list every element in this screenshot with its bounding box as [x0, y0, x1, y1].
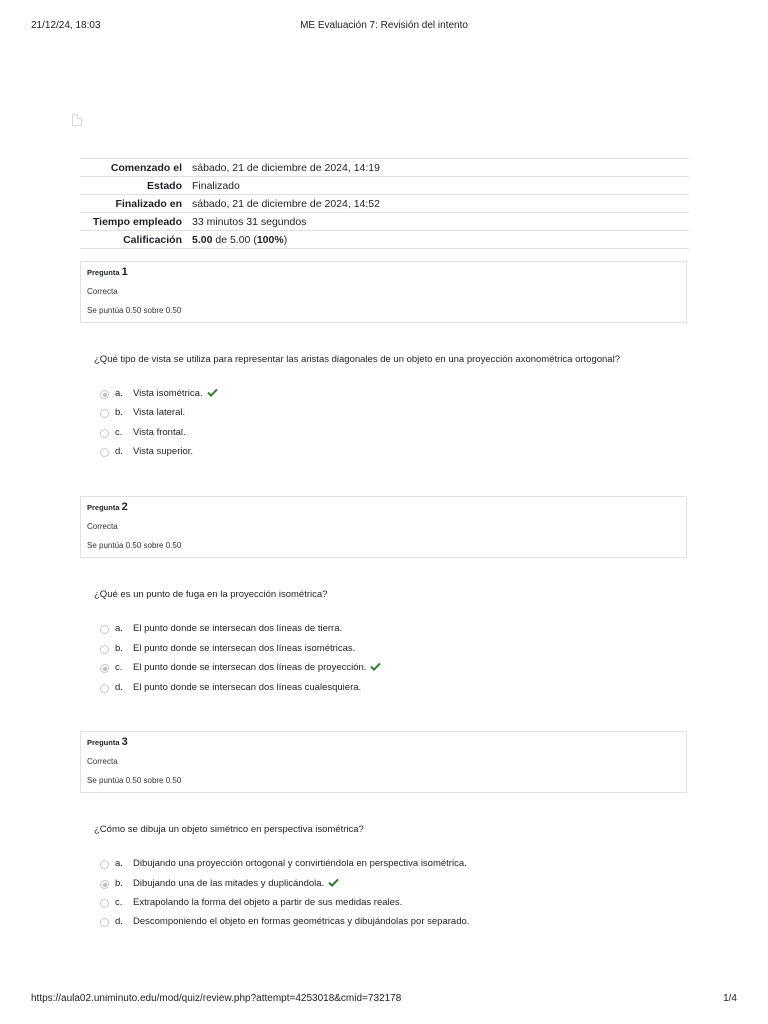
answer-option-3a[interactable] — [0, 857, 768, 873]
grade-percent: 100% — [256, 233, 284, 246]
question-grade: Se puntúa 0.50 sobre 0.50 — [87, 306, 182, 315]
radio-button[interactable] — [100, 899, 109, 908]
question-text-1: ¿Qué tipo de vista se utiliza para representar las aristas diagonales de un objeto en una proyección axonométrica ortogonal? — [94, 354, 620, 365]
grade-open: ( — [253, 233, 257, 246]
print-title: ME Evaluación 7: Revisión del intento — [300, 20, 468, 31]
question-grade: Se puntúa 0.50 sobre 0.50 — [87, 541, 182, 550]
answer-option-2b[interactable] — [0, 642, 768, 658]
answer-label: El punto donde se intersecan dos líneas de proyección. — [133, 662, 367, 673]
answer-option-1a[interactable] — [0, 387, 768, 403]
answer-letter: d. — [115, 682, 123, 693]
answer-text: Dibujando una proyección ortogonal y convirtiéndola en perspectiva isométrica. — [133, 858, 467, 869]
summary-label: Comenzado el — [80, 159, 188, 177]
answer-text — [133, 662, 381, 673]
answer-label: Vista isométrica. — [133, 388, 203, 399]
summary-row-state — [80, 177, 689, 195]
summary-label: Finalizado en — [80, 195, 188, 213]
radio-button[interactable] — [100, 684, 109, 693]
answer-letter: a. — [115, 858, 123, 869]
question-label: Pregunta — [87, 268, 120, 277]
answer-text: Vista frontal. — [133, 427, 186, 438]
question-text-3: ¿Cómo se dibuja un objeto simétrico en perspectiva isométrica? — [94, 824, 364, 835]
answer-option-1c[interactable] — [0, 426, 768, 442]
answer-letter: b. — [115, 407, 123, 418]
radio-button[interactable] — [100, 664, 109, 673]
answer-option-3c[interactable] — [0, 896, 768, 912]
question-grade: Se puntúa 0.50 sobre 0.50 — [87, 776, 182, 785]
grade-of: de 5.00 — [215, 233, 251, 246]
radio-button[interactable] — [100, 880, 109, 889]
summary-row-completed — [80, 195, 689, 213]
answer-option-3b[interactable] — [0, 877, 768, 893]
answer-text: Extrapolando la forma del objeto a partir de sus medidas reales. — [133, 897, 403, 908]
summary-grade-value — [188, 231, 689, 249]
radio-button[interactable] — [100, 448, 109, 457]
answer-letter: b. — [115, 878, 123, 889]
question-state: Correcta — [87, 757, 118, 766]
question-num: 1 — [121, 266, 128, 278]
summary-value: 33 minutos 31 segundos — [188, 213, 689, 231]
answer-text: El punto donde se intersecan dos líneas isométricas. — [133, 643, 356, 654]
question-num: 3 — [121, 736, 128, 748]
print-footer — [31, 993, 737, 1007]
answer-text: Vista superior. — [133, 446, 194, 457]
answer-text: El punto donde se intersecan dos líneas de tierra. — [133, 623, 343, 634]
grade-score: 5.00 — [192, 233, 213, 246]
answer-option-2d[interactable] — [0, 681, 768, 697]
answer-letter: b. — [115, 643, 123, 654]
question-number — [87, 266, 128, 278]
grade-close: ) — [283, 233, 288, 246]
print-date: 21/12/24, 18:03 — [31, 20, 101, 31]
radio-button[interactable] — [100, 429, 109, 438]
summary-value: sábado, 21 de diciembre de 2024, 14:19 — [188, 159, 689, 177]
radio-button[interactable] — [100, 625, 109, 634]
question-text-2: ¿Qué es un punto de fuga en la proyección isométrica? — [94, 589, 328, 600]
check-icon — [370, 662, 381, 671]
radio-button[interactable] — [100, 860, 109, 869]
answer-letter: c. — [115, 897, 123, 908]
check-icon — [328, 878, 339, 887]
question-number — [87, 501, 128, 513]
answer-text: Descomponiendo el objeto en formas geométricas y dibujándolas por separado. — [133, 916, 470, 927]
answer-letter: a. — [115, 623, 123, 634]
answer-option-1d[interactable] — [0, 445, 768, 461]
answer-text: El punto donde se intersecan dos líneas cualesquiera. — [133, 682, 362, 693]
answer-option-1b[interactable] — [0, 406, 768, 422]
answer-letter: c. — [115, 427, 123, 438]
answer-option-2c[interactable] — [0, 661, 768, 677]
radio-button[interactable] — [100, 390, 109, 399]
answer-option-3d[interactable] — [0, 915, 768, 931]
summary-value: sábado, 21 de diciembre de 2024, 14:52 — [188, 195, 689, 213]
question-state: Correcta — [87, 287, 118, 296]
check-icon — [207, 388, 218, 397]
attempt-summary-table — [80, 158, 689, 249]
answer-letter: a. — [115, 388, 123, 399]
question-label: Pregunta — [87, 503, 120, 512]
question-info-1 — [80, 261, 687, 323]
summary-row-started — [80, 159, 689, 177]
answer-letter: c. — [115, 662, 123, 673]
question-state: Correcta — [87, 522, 118, 531]
question-num: 2 — [121, 501, 128, 513]
answer-text — [133, 878, 339, 889]
print-url: https://aula02.uniminuto.edu/mod/quiz/review.php?attempt=4253018&cmid=732178 — [31, 993, 402, 1004]
summary-label: Calificación — [80, 231, 188, 249]
print-page-number: 1/4 — [723, 993, 737, 1004]
summary-label: Estado — [80, 177, 188, 195]
answer-label: Dibujando una de las mitades y duplicándola. — [133, 878, 325, 889]
answer-text: Vista lateral. — [133, 407, 186, 418]
summary-value: Finalizado — [188, 177, 689, 195]
summary-label: Tiempo empleado — [80, 213, 188, 231]
answer-option-2a[interactable] — [0, 622, 768, 638]
answer-letter: d. — [115, 916, 123, 927]
question-info-3 — [80, 731, 687, 793]
print-header — [31, 20, 737, 34]
summary-row-time-taken — [80, 213, 689, 231]
summary-row-grade — [80, 231, 689, 249]
question-number — [87, 736, 128, 748]
radio-button[interactable] — [100, 409, 109, 418]
radio-button[interactable] — [100, 918, 109, 927]
answer-letter: d. — [115, 446, 123, 457]
document-icon — [72, 114, 82, 126]
question-label: Pregunta — [87, 738, 120, 747]
question-info-2 — [80, 496, 687, 558]
answer-text — [133, 388, 218, 399]
radio-button[interactable] — [100, 645, 109, 654]
